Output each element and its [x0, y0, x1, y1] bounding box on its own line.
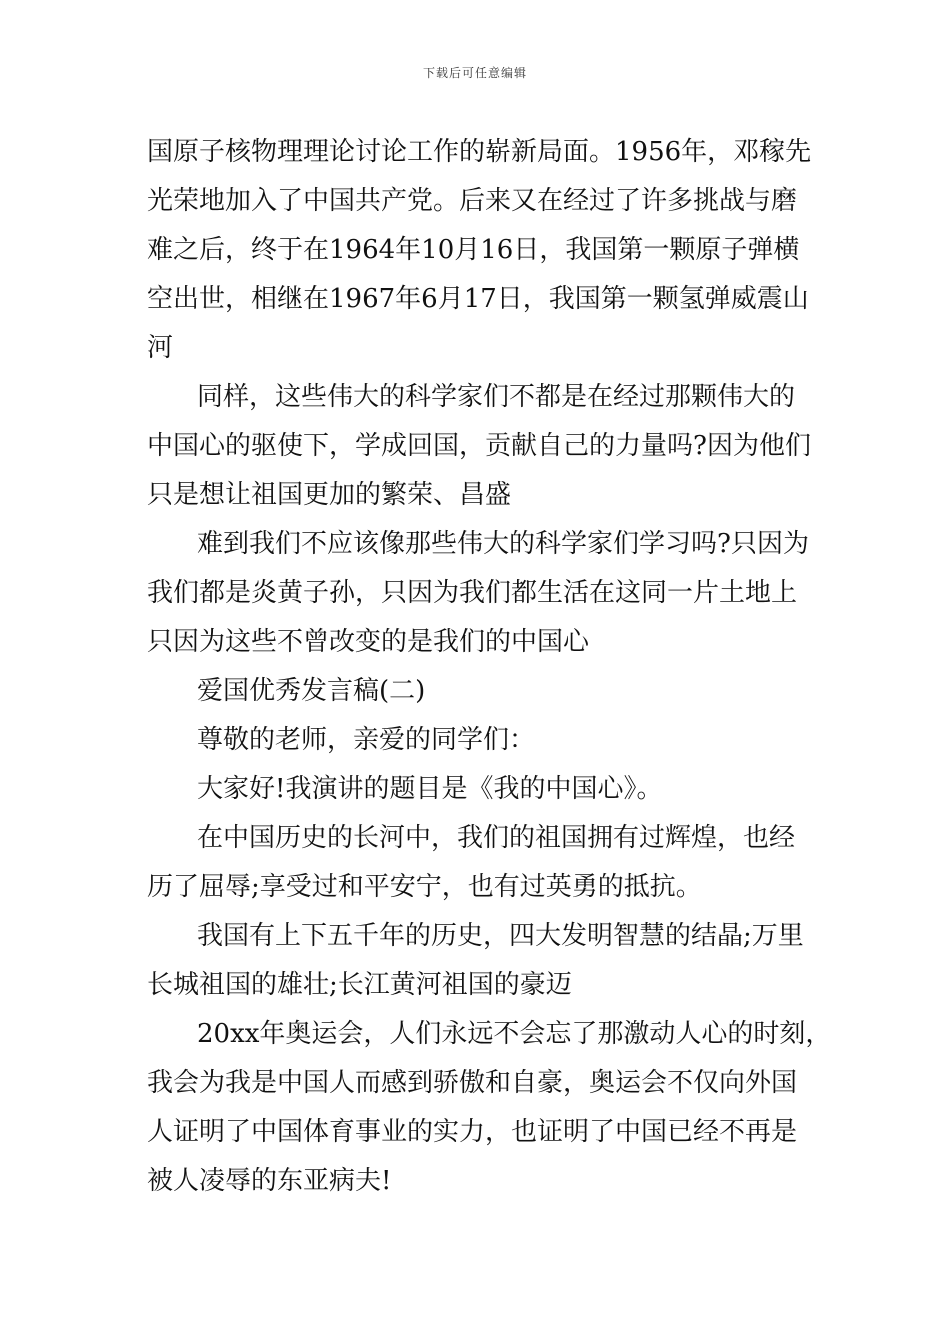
text-line: 我们都是炎黄子孙，只因为我们都生活在这同一片土地上 [147, 578, 798, 608]
text-line: 同样，这些伟大的科学家们不都是在经过那颗伟大的 [197, 382, 796, 412]
page-header: 下载后可任意编辑 [422, 66, 527, 80]
paragraph [147, 373, 809, 520]
paragraph [147, 128, 812, 373]
text-line: 尊敬的老师，亲爱的同学们： [197, 725, 536, 755]
paragraph [147, 912, 809, 1010]
text-line: 只因为这些不曾改变的是我们的中国心 [147, 627, 590, 657]
text-line: 空出世，相继在1967年6月17日，我国第一颗氢弹威震山 [147, 284, 809, 314]
paragraph [147, 520, 809, 667]
text-line: 爱国优秀发言稿(二) [197, 676, 426, 706]
salutation [147, 716, 809, 765]
text-line: 河 [147, 333, 174, 363]
document-body [147, 128, 832, 1206]
text-line: 长城祖国的雄壮;长江黄河祖国的豪迈 [147, 970, 572, 1000]
text-line: 难到我们不应该像那些伟大的科学家们学习吗?只因为 [197, 529, 809, 559]
text-line: 历了屈辱;享受过和平安宁，也有过英勇的抵抗。 [147, 872, 702, 902]
text-line: 被人凌辱的东亚病夫! [147, 1166, 392, 1196]
text-line: 人证明了中国体育事业的实力，也证明了中国已经不再是 [147, 1117, 798, 1147]
text-line: 我会为我是中国人而感到骄傲和自豪，奥运会不仅向外国 [147, 1068, 798, 1098]
section-title [147, 667, 809, 716]
paragraph [147, 814, 809, 912]
text-line: 我国有上下五千年的历史，四大发明智慧的结晶;万里 [197, 921, 804, 951]
text-line: 只是想让祖国更加的繁荣、昌盛 [147, 480, 512, 510]
text-line: 20xx年奥运会，人们永远不会忘了那激动人心的时刻， [197, 1019, 832, 1049]
text-line: 大家好!我演讲的题目是《我的中国心》。 [197, 774, 663, 804]
text-line: 难之后，终于在1964年10月16日，我国第一颗原子弹横 [147, 235, 800, 265]
text-line: 在中国历史的长河中，我们的祖国拥有过辉煌，也经 [197, 823, 796, 853]
paragraph [147, 765, 809, 814]
text-line: 光荣地加入了中国共产党。后来又在经过了许多挑战与磨 [147, 186, 798, 216]
paragraph [147, 1010, 832, 1206]
text-line: 国原子核物理理论讨论工作的崭新局面。1956年，邓稼先 [147, 137, 812, 167]
text-line: 中国心的驱使下，学成回国，贡献自己的力量吗?因为他们 [147, 431, 811, 461]
